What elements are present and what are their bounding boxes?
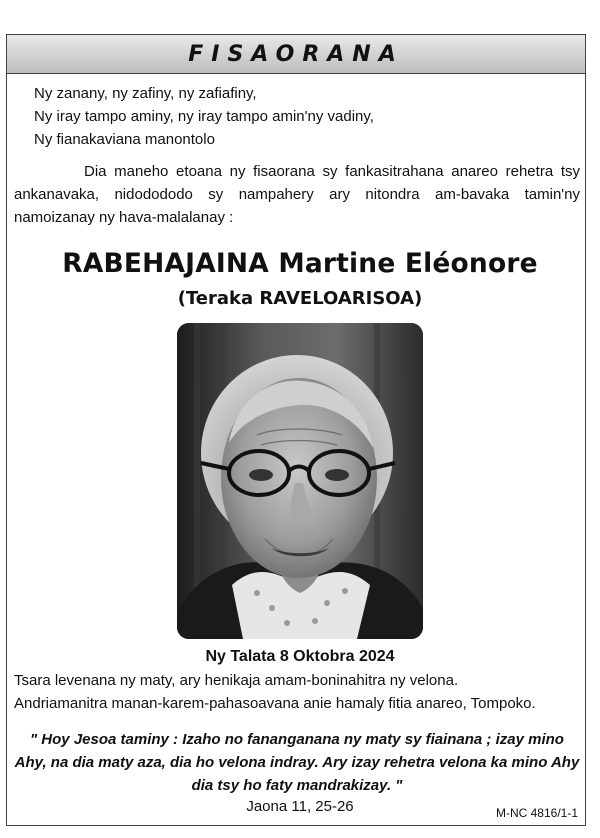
notice-code: M-NC 4816/1-1	[495, 806, 578, 820]
notice-title: FISAORANA	[188, 41, 404, 67]
family-line: Ny zanany, ny zafiny, ny zafiafiny,	[34, 85, 257, 102]
bible-reference: Jaona 11, 25-26	[246, 798, 354, 815]
deceased-name: RABEHAJAINA Martine Eléonore	[62, 248, 538, 279]
service-date: Ny Talata 8 Oktobra 2024	[205, 648, 395, 665]
notice-header	[6, 34, 586, 74]
closing-line: Tsara levenana ny maty, ary henikaja amam-boninahitra ny velona.	[14, 672, 459, 689]
family-line: Ny iray tampo aminy, ny iray tampo amin'ny vadiny,	[34, 108, 374, 125]
intro-paragraph: Dia maneho etoana ny fisaorana sy fankasitrahana anareo rehetra tsy ankanavaka, nidodododo sy nampahery ary nitondra am-bavaka tamin'ny namoizanay ny hava-malalanay :	[14, 163, 580, 226]
bible-quote: " Hoy Jesoa taminy : Izaho no fananganana ny maty sy fiainana ; izay mino Ahy, na dia maty aza, dia ho velona indray. Ary izay rehetra velona ka mino Ahy dia tsy ho faty mandrakizay. "	[14, 731, 580, 794]
family-line: Ny fianakaviana manontolo	[34, 131, 215, 148]
closing-line: Andriamanitra manan-karem-pahasoavana anie hamaly fitia anareo, Tompoko.	[14, 695, 536, 712]
portrait-image	[177, 323, 423, 639]
family-list	[34, 82, 374, 151]
portrait-photo	[177, 323, 423, 639]
maiden-name: (Teraka RAVELOARISOA)	[177, 288, 423, 309]
